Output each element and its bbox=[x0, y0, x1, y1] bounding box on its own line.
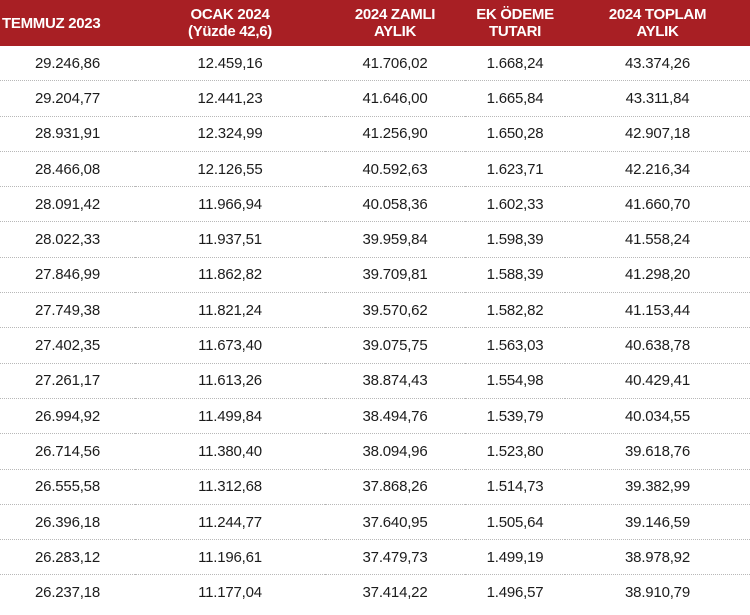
header-line: TEMMUZ 2023 bbox=[2, 14, 101, 32]
table-cell: 37.868,26 bbox=[325, 469, 465, 504]
table-cell: 1.499,19 bbox=[465, 540, 565, 575]
table-cell: 28.931,91 bbox=[0, 116, 135, 151]
header-row bbox=[0, 0, 750, 46]
table-cell: 12.441,23 bbox=[135, 81, 325, 116]
table-cell: 1.514,73 bbox=[465, 469, 565, 504]
table-header bbox=[0, 0, 750, 46]
column-header-2024-toplam-aylik bbox=[565, 0, 750, 46]
table-cell: 11.499,84 bbox=[135, 398, 325, 433]
table-row bbox=[0, 575, 750, 610]
table-cell: 40.429,41 bbox=[565, 363, 750, 398]
header-line: AYLIK bbox=[373, 23, 417, 40]
table-cell: 38.910,79 bbox=[625, 584, 690, 602]
table-row bbox=[0, 151, 750, 186]
table-cell: 11.821,24 bbox=[135, 293, 325, 328]
table-row bbox=[0, 222, 750, 257]
table-cell: 40.058,36 bbox=[325, 187, 465, 222]
table-cell: 26.994,92 bbox=[0, 398, 135, 433]
table-cell: 27.749,38 bbox=[0, 293, 135, 328]
table-cell: 26.237,18 bbox=[35, 584, 100, 602]
table-cell: 28.022,33 bbox=[0, 222, 135, 257]
table-cell: 1.623,71 bbox=[465, 151, 565, 186]
header-line: EK ÖDEME bbox=[476, 6, 554, 23]
table-cell: 37.414,22 bbox=[362, 584, 428, 602]
table-cell: 26.283,12 bbox=[0, 540, 135, 575]
header-line: (Yüzde 42,6) bbox=[188, 23, 272, 40]
column-header-2024-zamli-aylik bbox=[325, 0, 465, 46]
table-cell: 40.638,78 bbox=[565, 328, 750, 363]
table-cell: 1.598,39 bbox=[465, 222, 565, 257]
table-cell: 40.034,55 bbox=[565, 398, 750, 433]
header-line: AYLIK bbox=[636, 23, 679, 40]
table-cell: 1.665,84 bbox=[465, 81, 565, 116]
table-cell: 40.592,63 bbox=[325, 151, 465, 186]
table-cell: 11.966,94 bbox=[135, 187, 325, 222]
table-cell: 27.846,99 bbox=[0, 257, 135, 292]
table-cell: 28.466,08 bbox=[0, 151, 135, 186]
table-cell: 1.668,24 bbox=[465, 46, 565, 81]
table-cell: 1.554,98 bbox=[465, 363, 565, 398]
table-row bbox=[0, 257, 750, 292]
table-cell: 39.382,99 bbox=[565, 469, 750, 504]
table-cell: 29.246,86 bbox=[0, 46, 135, 81]
table-cell: 26.555,58 bbox=[0, 469, 135, 504]
table-row bbox=[0, 363, 750, 398]
table-cell: 1.523,80 bbox=[465, 434, 565, 469]
table-cell: 1.602,33 bbox=[465, 187, 565, 222]
table-cell: 11.862,82 bbox=[135, 257, 325, 292]
table-cell: 1.505,64 bbox=[465, 504, 565, 539]
table-cell: 39.959,84 bbox=[325, 222, 465, 257]
header-line: 2024 ZAMLI bbox=[354, 6, 436, 23]
table-cell: 39.075,75 bbox=[325, 328, 465, 363]
table-cell: 41.558,24 bbox=[565, 222, 750, 257]
table-cell: 26.714,56 bbox=[0, 434, 135, 469]
table-row bbox=[0, 469, 750, 504]
table-cell: 39.709,81 bbox=[325, 257, 465, 292]
table-cell: 1.539,79 bbox=[465, 398, 565, 433]
table-cell: 43.311,84 bbox=[565, 81, 750, 116]
column-header-temmuz-2023 bbox=[0, 0, 135, 46]
column-header-ocak-2024 bbox=[135, 0, 325, 46]
table-cell: 1.496,57 bbox=[486, 584, 544, 602]
table-cell: 41.706,02 bbox=[325, 46, 465, 81]
table-cell: 38.494,76 bbox=[325, 398, 465, 433]
table-cell: 41.153,44 bbox=[565, 293, 750, 328]
table-cell: 11.613,26 bbox=[135, 363, 325, 398]
table-row bbox=[0, 81, 750, 116]
table-cell: 26.396,18 bbox=[0, 504, 135, 539]
table-row bbox=[0, 116, 750, 151]
table-cell: 38.978,92 bbox=[565, 540, 750, 575]
table-cell: 11.196,61 bbox=[135, 540, 325, 575]
table-row bbox=[0, 398, 750, 433]
table-cell: 1.582,82 bbox=[465, 293, 565, 328]
table-cell: 41.298,20 bbox=[565, 257, 750, 292]
table-cell: 12.126,55 bbox=[135, 151, 325, 186]
table-cell: 27.261,17 bbox=[0, 363, 135, 398]
table-cell: 11.937,51 bbox=[135, 222, 325, 257]
table-cell: 11.244,77 bbox=[135, 504, 325, 539]
table-row bbox=[0, 328, 750, 363]
table-cell: 41.646,00 bbox=[325, 81, 465, 116]
table-cell: 39.618,76 bbox=[565, 434, 750, 469]
table-row bbox=[0, 540, 750, 575]
table-cell: 11.312,68 bbox=[135, 469, 325, 504]
table-cell: 38.094,96 bbox=[325, 434, 465, 469]
table-cell: 37.479,73 bbox=[325, 540, 465, 575]
table-row bbox=[0, 187, 750, 222]
column-header-ek-odeme-tutari bbox=[465, 0, 565, 46]
table-cell: 41.256,90 bbox=[325, 116, 465, 151]
table-row bbox=[0, 293, 750, 328]
table-body bbox=[0, 46, 750, 610]
table-cell: 28.091,42 bbox=[0, 187, 135, 222]
header-line: OCAK 2024 bbox=[190, 6, 270, 23]
table-cell: 37.640,95 bbox=[325, 504, 465, 539]
table-cell: 1.563,03 bbox=[465, 328, 565, 363]
table-cell: 12.459,16 bbox=[135, 46, 325, 81]
header-line: TUTARI bbox=[488, 23, 542, 40]
table-row bbox=[0, 504, 750, 539]
table-cell: 39.146,59 bbox=[565, 504, 750, 539]
table-cell: 42.907,18 bbox=[565, 116, 750, 151]
table-cell: 11.380,40 bbox=[135, 434, 325, 469]
table-cell: 27.402,35 bbox=[0, 328, 135, 363]
table-row bbox=[0, 434, 750, 469]
table-cell: 39.570,62 bbox=[325, 293, 465, 328]
table-cell: 41.660,70 bbox=[565, 187, 750, 222]
table-cell: 42.216,34 bbox=[565, 151, 750, 186]
table-cell: 38.874,43 bbox=[325, 363, 465, 398]
table-cell: 1.650,28 bbox=[465, 116, 565, 151]
table-cell: 1.588,39 bbox=[465, 257, 565, 292]
table-row bbox=[0, 46, 750, 81]
table-cell: 12.324,99 bbox=[135, 116, 325, 151]
table-cell: 11.177,04 bbox=[198, 584, 262, 602]
header-line: 2024 TOPLAM bbox=[608, 6, 707, 23]
table-cell: 11.673,40 bbox=[135, 328, 325, 363]
table-cell: 29.204,77 bbox=[0, 81, 135, 116]
table-cell: 43.374,26 bbox=[565, 46, 750, 81]
